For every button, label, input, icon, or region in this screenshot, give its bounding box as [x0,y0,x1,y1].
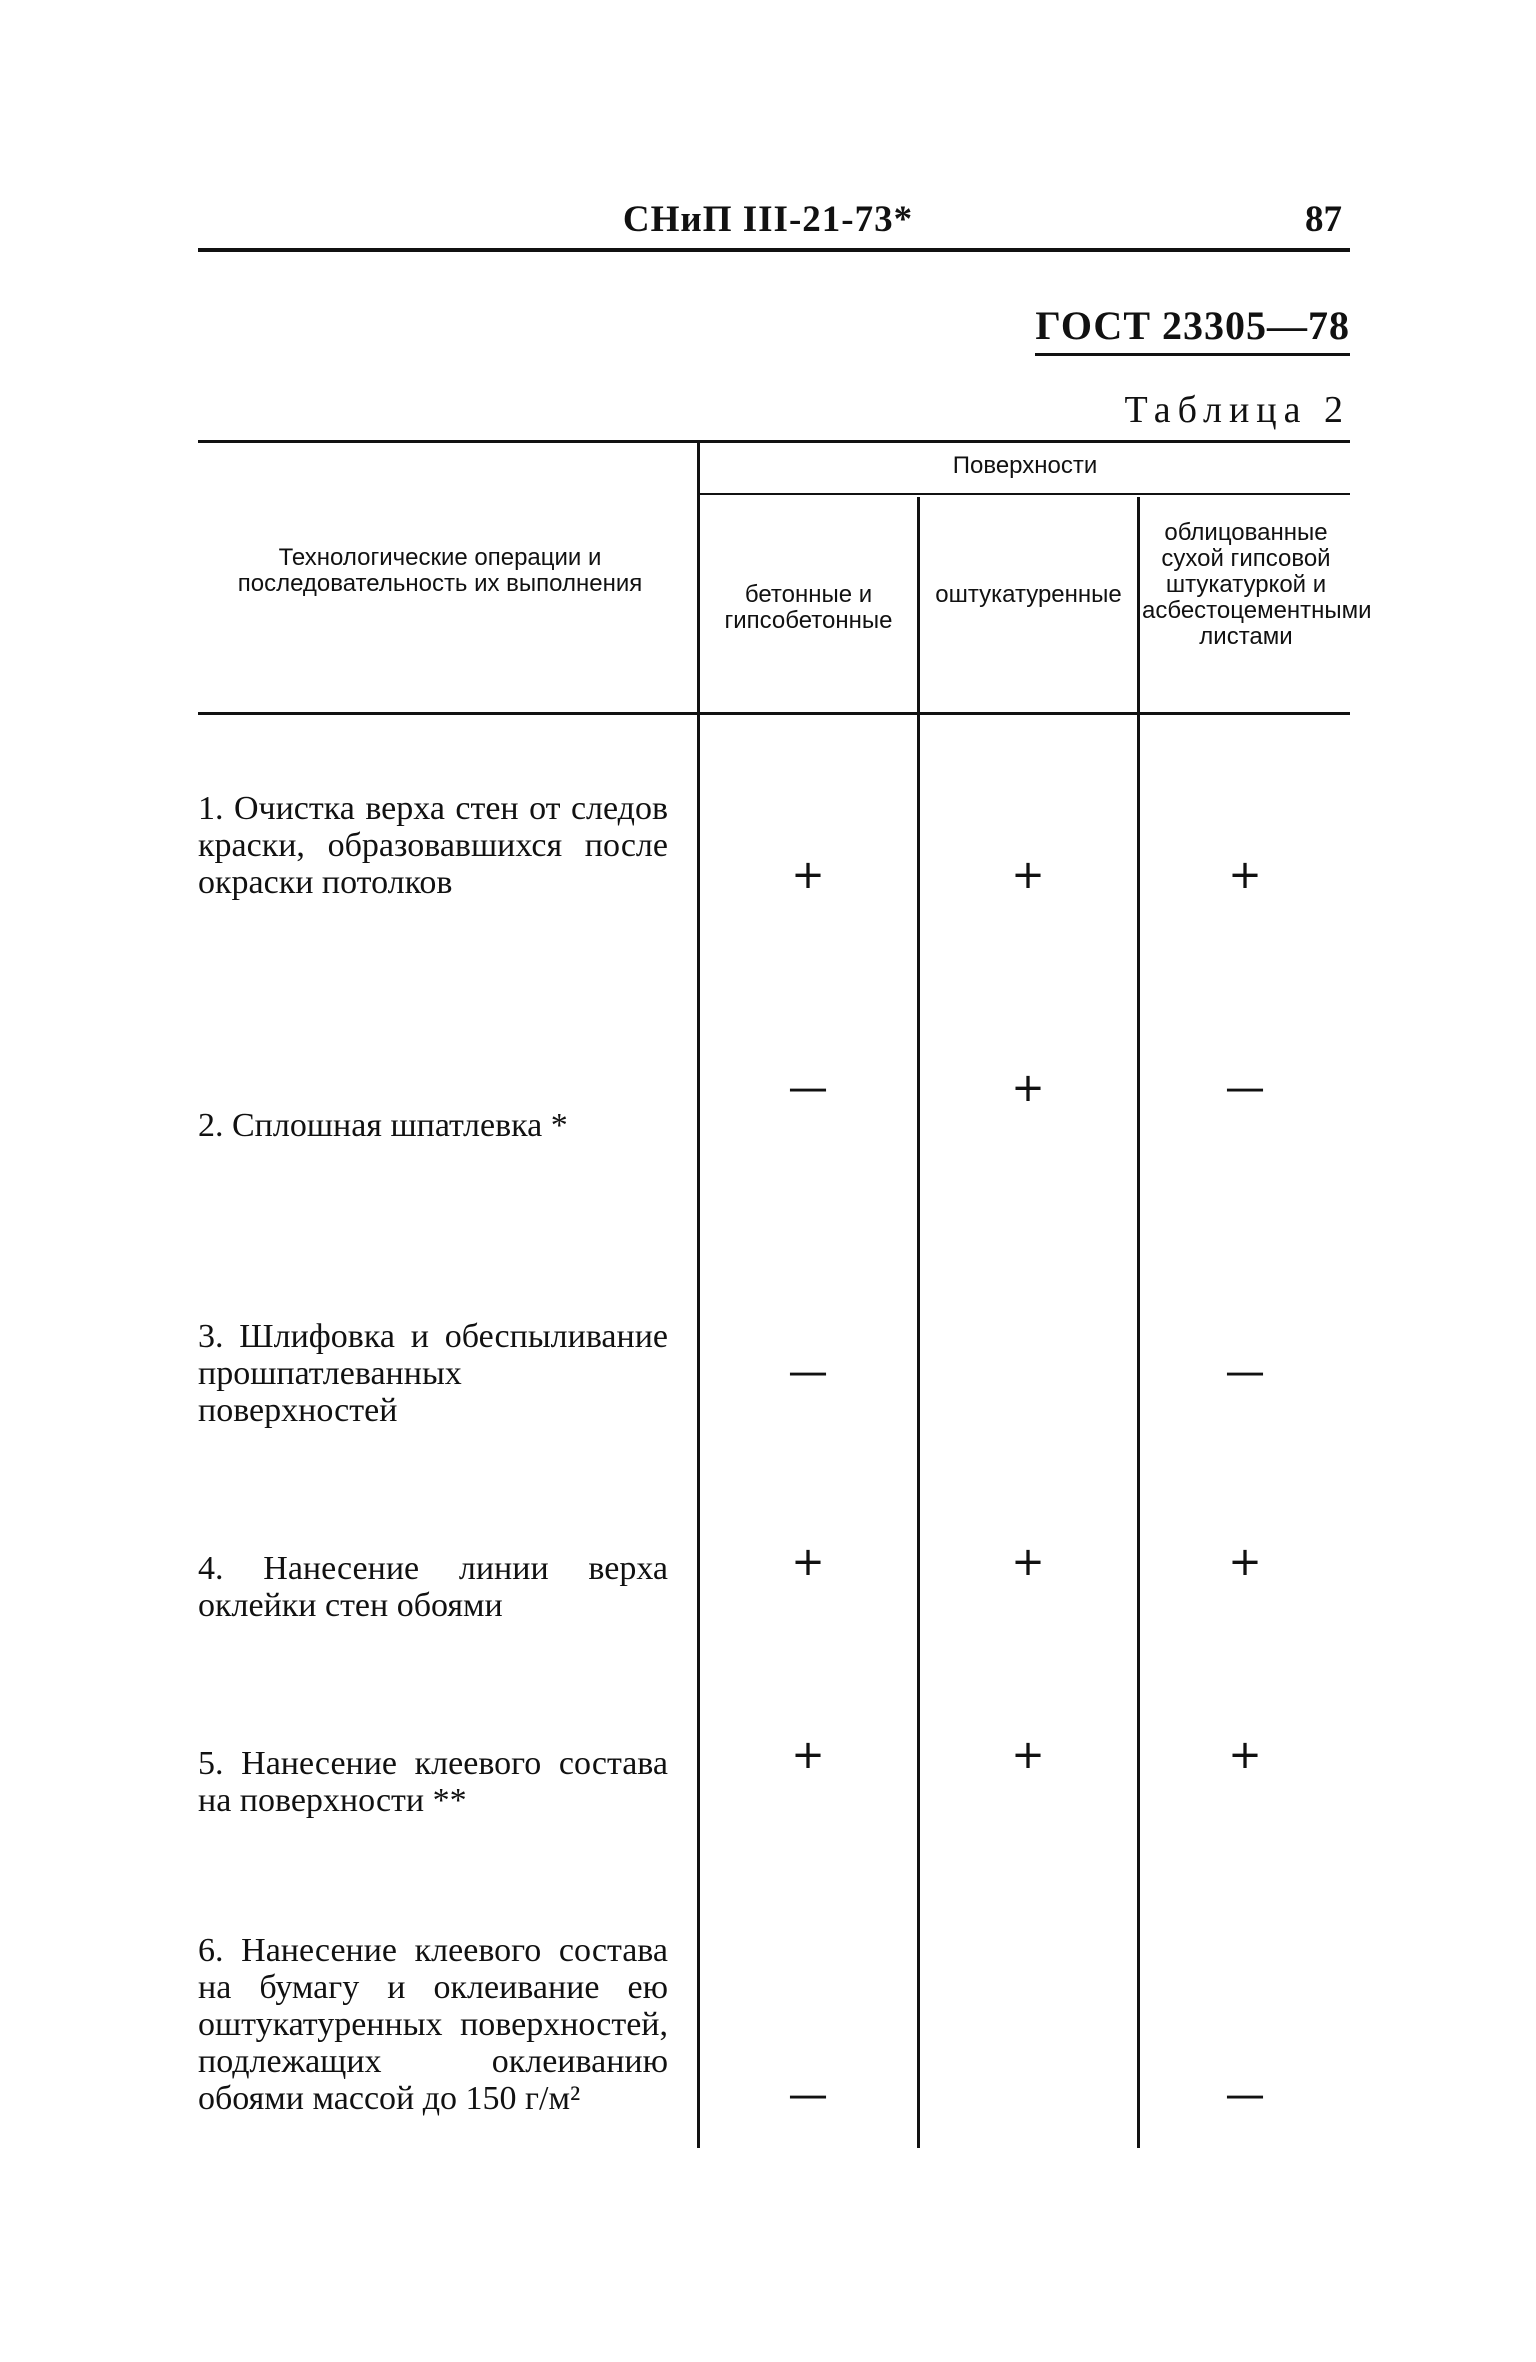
table-row-2-label: 2. Сплошная шпатлевка * [198,1107,568,1144]
row-6-mark-lined: — [1225,2072,1265,2118]
row-6-mark-concrete: — [788,2072,828,2118]
standard-designation: ГОСТ 23305—78 [1035,302,1350,356]
row-1-mark-lined: + [1228,852,1262,898]
row-3-mark-concrete: — [788,1349,828,1395]
column-divider-3 [1137,497,1140,2148]
running-header-title: СНиП III-21-73* [622,199,914,240]
row-1-mark-plastered: + [1011,852,1045,898]
row-2-mark-concrete: — [788,1065,828,1111]
row-3-mark-lined: — [1225,1349,1265,1395]
header-col-plastered: оштукатуренные [935,581,1122,608]
page-number: 87 [1305,199,1342,240]
column-divider-2 [917,497,920,2148]
table-row-1-label: 1. Очистка верха стен от следов краски, образовавшихся после окраски потолков [198,790,668,901]
column-divider-1 [697,443,700,2148]
table-header-bottom-rule [198,712,1350,715]
header-operations: Технологические операции и последовательность их выполнения [237,544,643,597]
row-2-mark-lined: — [1225,1065,1265,1111]
table-top-rule [198,440,1350,443]
table-label: Таблица 2 [1124,389,1350,431]
row-4-mark-lined: + [1228,1539,1262,1585]
group-header-rule [698,493,1350,495]
table-row-4-label: 4. Нанесение линии верха оклейки стен обоями [198,1550,668,1624]
table-row-6-label: 6. Нанесение клеевого состава на бумагу и оклеивание ею оштукатуренных поверхностей, подлежащих оклеиванию обоями массой до 150 г/м² [198,1932,668,2117]
header-rule [198,248,1350,252]
row-4-mark-plastered: + [1011,1539,1045,1585]
header-surfaces-group: Поверхности [952,452,1098,479]
row-5-mark-lined: + [1228,1732,1262,1778]
row-5-mark-plastered: + [1011,1732,1045,1778]
table-row-3-label: 3. Шлифовка и обеспыливание прошпатлеванных поверхностей [198,1318,668,1429]
row-1-mark-concrete: + [791,852,825,898]
header-col-concrete: бетонные и гипсобетонные [724,581,893,634]
row-4-mark-concrete: + [791,1539,825,1585]
row-5-mark-concrete: + [791,1732,825,1778]
table-row-5-label: 5. Нанесение клеевого состава на поверхности ** [198,1745,668,1819]
row-2-mark-plastered: + [1011,1065,1045,1111]
header-col-lined: облицованные сухой гипсовой штукатуркой и асбестоцементными листами [1142,519,1372,650]
